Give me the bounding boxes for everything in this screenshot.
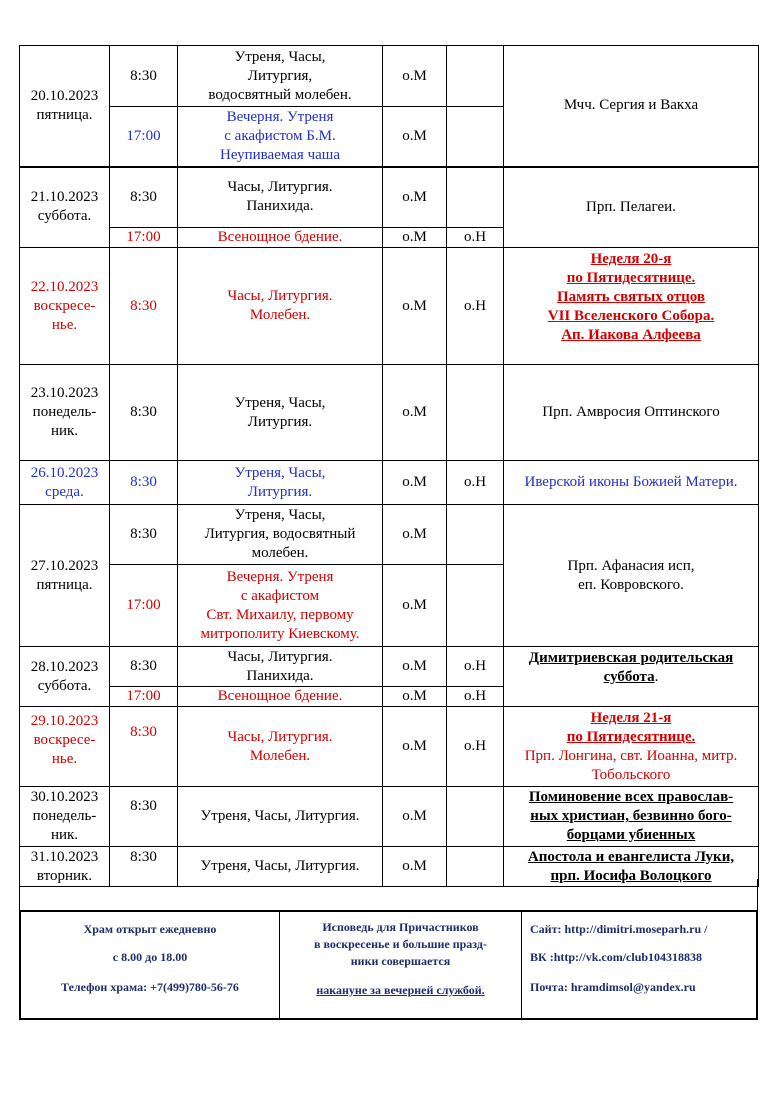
feast-cell: Прп. Афанасия исп, еп. Ковровского. [504,505,759,647]
time-cell: 8:30 [110,787,178,847]
service-cell: Утреня, Часы, Литургия. [178,787,383,847]
service-cell: Утреня, Часы, Литургия, водосвятный молебен. [178,505,383,565]
time-cell: 17:00 [110,565,178,647]
site-link[interactable]: Сайт: http://dimitri.moseparh.ru / [530,922,708,936]
priest-cell: о.М [383,647,447,687]
table-row [20,167,759,228]
service-cell: Всенощное бдение. [178,687,383,707]
priest-cell [447,167,504,228]
confession-line: накануне за вечерней службой. [316,983,485,997]
priest-cell: о.М [383,461,447,505]
priest-cell [447,565,504,647]
priest-cell: о.М [383,687,447,707]
priest-cell: о.М [383,707,447,787]
service-cell: Часы, Литургия. Панихида. [178,647,383,687]
date-cell: 31.10.2023 вторник. [20,847,110,887]
priest-cell [447,46,504,107]
table-row [20,46,759,107]
opening-text: Храм открыт ежедневно [83,922,217,936]
date-cell: 26.10.2023 среда. [20,461,110,505]
service-cell: Утреня, Часы, Литургия, водосвятный молебен. [178,46,383,107]
date-cell: 30.10.2023 понедель- ник. [20,787,110,847]
priest-cell: о.М [383,365,447,461]
table-row [20,461,759,505]
priest-cell: о.Н [447,707,504,787]
date-cell: 29.10.2023 воскресе- нье. [20,707,110,787]
feast-cell: Иверской иконы Божией Матери. [504,461,759,505]
confession-line: в воскресенье и большие празд- [314,937,487,951]
feast-cell: Апостола и евангелиста Луки, прп. Иосифа Волоцкого [504,847,759,887]
priest-cell: о.Н [447,687,504,707]
date-cell: 21.10.2023 суббота. [20,167,110,248]
time-cell: 17:00 [110,107,178,167]
confession-line: Исповедь для Причастников [322,920,479,934]
priest-cell: о.М [383,248,447,365]
priest-cell: о.М [383,847,447,887]
service-cell: Утреня, Часы, Литургия. [178,365,383,461]
service-cell: Часы, Литургия. Молебен. [178,707,383,787]
feast-cell: Прп. Пелагеи. [504,167,759,248]
time-cell: 8:30 [110,847,178,887]
feast-cell: Поминовение всех православ- ных христиан, безвинно бого- борцами убиенных [504,787,759,847]
feast-cell: Неделя 20-я по Пятидесятнице. Память святых отцов VII Вселенского Собора. Ап. Иакова Алфеева [504,248,759,365]
date-cell: 23.10.2023 понедель- ник. [20,365,110,461]
table-row [20,505,759,565]
service-cell: Утреня, Часы, Литургия. [178,847,383,887]
service-cell: Вечерня. Утреня с акафистом Свт. Михаилу, первому митрополиту Киевскому. [178,565,383,647]
time-cell: 17:00 [110,228,178,248]
table-row [20,248,759,365]
feast-cell: Мчч. Сергия и Вакха [504,46,759,167]
feast-cell: Неделя 21-я по Пятидесятнице. Прп. Лонгина, свт. Иоанна, митр. Тобольского [504,707,759,787]
priest-cell [447,107,504,167]
priest-cell: о.М [383,787,447,847]
date-cell: 20.10.2023 пятница. [20,46,110,167]
time-cell: 8:30 [110,248,178,365]
vk-link[interactable]: ВК :http://vk.com/club104318838 [530,950,703,964]
table-row [20,707,759,787]
service-cell: Утреня, Часы, Литургия. [178,461,383,505]
feast-cell: Димитриевская родительская суббота. [504,647,759,707]
opening-hours: с 8.00 до 18.00 [112,950,188,964]
time-cell: 8:30 [110,505,178,565]
table-row [20,365,759,461]
priest-cell: о.М [383,505,447,565]
time-cell: 8:30 [110,167,178,228]
spacer-row [19,879,758,910]
phone-text: Телефон храма: +7(499)780-56-76 [61,980,239,994]
service-cell: Всенощное бдение. [178,228,383,248]
footer-confession [280,912,522,1018]
priest-cell: о.Н [447,461,504,505]
table-row [20,787,759,847]
priest-cell [447,505,504,565]
time-cell: 8:30 [110,46,178,107]
footer-info-box [19,910,758,1020]
date-cell: 22.10.2023 воскресе- нье. [20,248,110,365]
time-cell: 8:30 [110,461,178,505]
footer-hours [21,912,280,1018]
priest-cell: о.Н [447,228,504,248]
confession-line: ники совершается [350,954,451,968]
time-cell: 8:30 [110,365,178,461]
date-cell: 28.10.2023 суббота. [20,647,110,707]
priest-cell [447,787,504,847]
priest-cell: о.М [383,565,447,647]
priest-cell: о.Н [447,647,504,687]
priest-cell: о.Н [447,248,504,365]
time-cell: 8:30 [110,647,178,687]
footer-contacts [522,912,756,1018]
priest-cell: о.М [383,107,447,167]
service-cell: Вечерня. Утреня с акафистом Б.М. Неупиваемая чаша [178,107,383,167]
priest-cell: о.М [383,167,447,228]
time-cell: 17:00 [110,687,178,707]
schedule-table [19,45,759,887]
priest-cell: о.М [383,228,447,248]
table-row [20,647,759,687]
priest-cell [447,365,504,461]
service-cell: Часы, Литургия. Молебен. [178,248,383,365]
feast-cell: Прп. Амвросия Оптинского [504,365,759,461]
priest-cell: о.М [383,46,447,107]
service-cell: Часы, Литургия. Панихида. [178,167,383,228]
date-cell: 27.10.2023 пятница. [20,505,110,647]
email-link[interactable]: Почта: hramdimsol@yandex.ru [530,980,696,994]
time-cell: 8:30 [110,707,178,787]
